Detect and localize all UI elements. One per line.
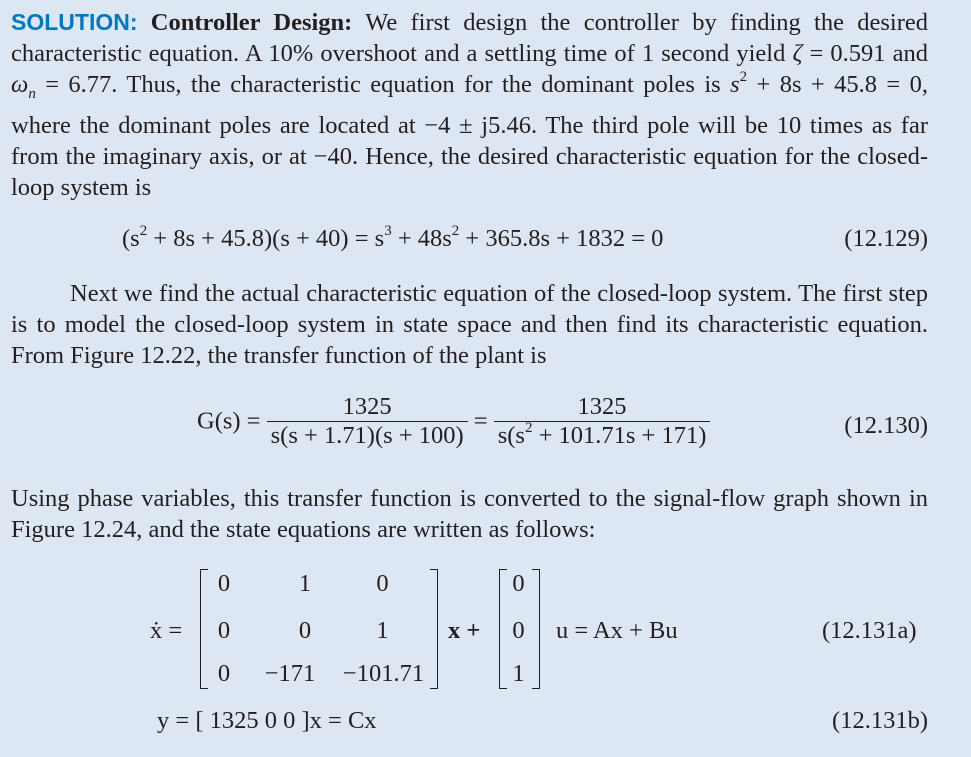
matrix-a-r1c1: 0: [298, 617, 312, 644]
p2-line3: equation. From Figure 12.22, the transfer function of the plant is: [11, 311, 928, 369]
eq130-den2-exp: 2: [524, 419, 533, 436]
p1-line3-text: = 6.77. Thus, the characteristic equation for the dominant poles is: [45, 71, 721, 98]
matrix-a-r1c2: 1: [376, 617, 389, 644]
eq130-denominator-2: [494, 421, 711, 450]
matrix-a-r2c1: −171: [264, 660, 316, 687]
p2-line1: Next we find the actual characteristic equation of the closed-loop system. The first: [70, 280, 883, 307]
p3-line1: Using phase variables, this transfer function is converted to the signal-flow graph shown: [11, 485, 901, 512]
eq130-lhs: G(s) =: [197, 407, 261, 435]
vector-b-r0: 0: [512, 570, 525, 597]
eq130-equals: =: [473, 407, 488, 435]
equation-number-12-129: (12.129): [844, 225, 928, 252]
p1-line5-text: pole will be 10 times as far from the imaginary axis, or at −40. Hence, the desired: [11, 111, 928, 170]
matrix-a-r0c2: 0: [376, 570, 389, 597]
p1-line4-text: + 8s + 45.8 = 0, where the dominant poles are located at −4 ± j5.46. The third: [11, 71, 929, 139]
equation-12-131b: y = [ 1325 0 0 ]x = Cx: [157, 707, 377, 734]
eq130-fraction-2: [494, 393, 711, 450]
p3-line2: in Figure 12.24, and the state equations are written as follows:: [11, 485, 928, 543]
eq130-den2-a: s(s: [497, 422, 525, 449]
matrix-a-r1c0: 0: [217, 617, 231, 644]
eq130-numerator-2: 1325: [577, 393, 627, 420]
p1-line3-and: and: [892, 40, 929, 67]
equation-12-130: [197, 393, 710, 450]
p2-line2: step is to model the closed-loop system in state space and then find its characteristic: [11, 280, 929, 338]
eq131a-rhs: u = Ax + Bu: [556, 617, 678, 644]
equation-12-129: [122, 222, 664, 253]
eq130-numerator-1: 1325: [342, 393, 392, 420]
controller-design-heading: Controller Design:: [150, 9, 353, 36]
vector-b-left-bracket: [499, 569, 507, 689]
matrix-a-r0c0: 0: [217, 570, 231, 597]
p1-line4-exp: 2: [739, 68, 748, 85]
solution-paragraph: [11, 7, 928, 203]
zeta-value: = 0.591: [809, 40, 886, 67]
equation-number-12-131a: (12.131a): [822, 617, 917, 644]
eq129-exp-a: 2: [139, 222, 148, 239]
matrix-a-r2c0: 0: [217, 660, 231, 687]
p1-line4-s: s: [730, 71, 740, 98]
eq130-fraction-1: [267, 393, 468, 450]
matrix-a-r2c2: −101.71: [342, 660, 425, 687]
zeta-symbol: ζ: [792, 40, 803, 67]
eq129-lhs-rest: + 8s + 45.8)(s + 40) = s: [153, 225, 385, 252]
eq129-tail: + 365.8s + 1832 = 0: [465, 225, 664, 252]
p1-line2-text: characteristic equation. A 10% overshoot and a settling time of 1 second yield: [11, 40, 786, 67]
omega-symbol: ω: [11, 71, 29, 98]
eq129-mid: + 48s: [397, 225, 452, 252]
matrix-a-left-bracket: [200, 569, 208, 689]
vector-b-r2: 1: [512, 660, 525, 687]
eq130-den2-b: + 101.71s + 171): [538, 422, 707, 449]
solution-label: SOLUTION:: [11, 9, 138, 35]
p1-line6-text: characteristic equation for the closed-loop system is: [11, 142, 928, 201]
p1-line1-text: We first design the controller by finding the desired: [365, 9, 929, 36]
matrix-a-right-bracket: [430, 569, 438, 689]
vector-b-right-bracket: [532, 569, 540, 689]
equation-number-12-130: (12.130): [844, 412, 928, 439]
vector-b-r1: 0: [512, 617, 525, 644]
eq130-denominator-1: s(s + 1.71)(s + 100): [267, 421, 468, 450]
paragraph-2: [11, 278, 928, 371]
eq131a-x-plus: x +: [448, 617, 481, 644]
matrix-a-r0c1: 1: [298, 570, 312, 597]
omega-subscript: n: [28, 85, 36, 102]
equation-number-12-131b: (12.131b): [832, 707, 928, 734]
eq129-lhs-open: (s: [122, 225, 140, 252]
eq129-exp-c: 2: [451, 222, 460, 239]
eq129-exp-b: 3: [384, 222, 392, 239]
paragraph-3: [11, 483, 928, 545]
eq131a-lhs: ẋ =: [150, 617, 183, 644]
